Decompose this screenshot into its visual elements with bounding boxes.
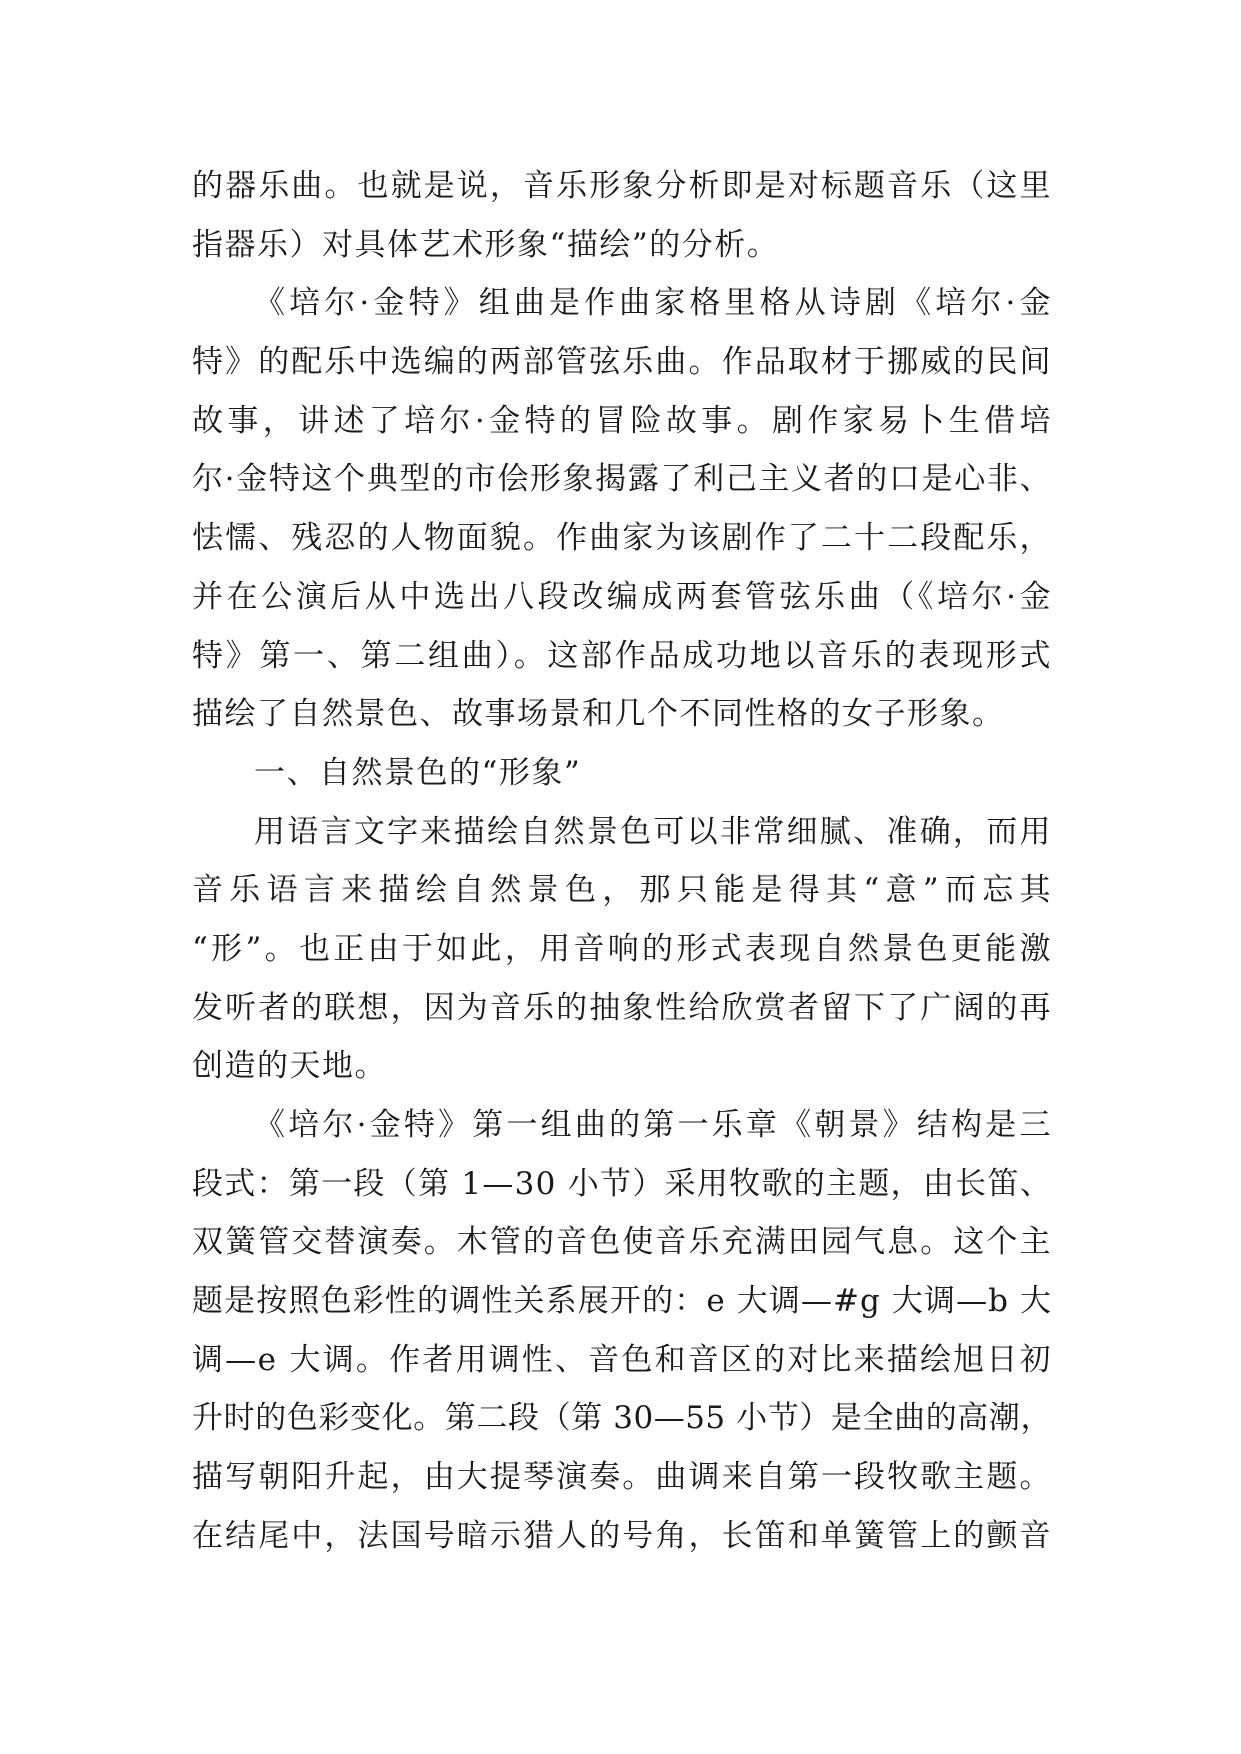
text-line: 尔·金特这个典型的市侩形象揭露了利己主义者的口是心非、 [192,461,1052,498]
text-line: 题是按照色彩性的调性关系展开的：e 大调—#g 大调—b 大 [192,1283,1052,1320]
text-line: 的器乐曲。也就是说，音乐形象分析即是对标题音乐（这里 [192,168,1052,204]
text-line: 双簧管交替演奏。木管的音色使音乐充满田园气息。这个主 [192,1224,1052,1261]
text-line: 《培尔·金特》第一组曲的第一乐章《朝景》结构是三 [254,1107,1052,1143]
text-line: 调—e 大调。作者用调性、音色和音区的对比来描绘旭日初 [192,1341,1052,1378]
text-line: 特》第一、第二组曲）。这部作品成功地以音乐的表现形式 [192,637,1052,674]
text-line: 怯懦、残忍的人物面貌。作曲家为该剧作了二十二段配乐， [192,520,1052,557]
text-line: 升时的色彩变化。第二段（第 30—55 小节）是全曲的高潮， [192,1400,1052,1437]
text-line: 描写朝阳升起，由大提琴演奏。曲调来自第一段牧歌主题。 [192,1459,1052,1496]
text-line: 在结尾中，法国号暗示猎人的号角，长笛和单簧管上的颤音 [192,1517,1052,1554]
text-line: 创造的天地。 [192,1048,387,1085]
text-line: “形”。也正由于如此，用音响的形式表现自然景色更能激 [192,930,1052,967]
text-line: 指器乐）对具体艺术形象“描绘”的分析。 [192,226,780,263]
text-line: 发听者的联想，因为音乐的抽象性给欣赏者留下了广阔的再 [192,989,1052,1026]
text-line: 《培尔·金特》组曲是作曲家格里格从诗剧《培尔·金 [254,285,1052,322]
text-line: 一、自然景色的“形象” [254,754,582,791]
text-line: 并在公演后从中选出八段改编成两套管弦乐曲（《培尔·金 [192,578,1052,615]
body-text [192,157,1052,1566]
text-line: 段式：第一段（第 1—30 小节）采用牧歌的主题，由长笛、 [192,1165,1052,1202]
text-line: 音乐语言来描绘自然景色，那只能是得其“意”而忘其 [192,872,1052,909]
text-line: 描绘了自然景色、故事场景和几个不同性格的女子形象。 [192,696,1005,733]
text-line: 用语言文字来描绘自然景色可以非常细腻、准确，而用 [254,813,1052,850]
text-line: 故事，讲述了培尔·金特的冒险故事。剧作家易卜生借培 [192,402,1052,439]
text-line: 特》的配乐中选编的两部管弦乐曲。作品取材于挪威的民间 [192,344,1052,381]
